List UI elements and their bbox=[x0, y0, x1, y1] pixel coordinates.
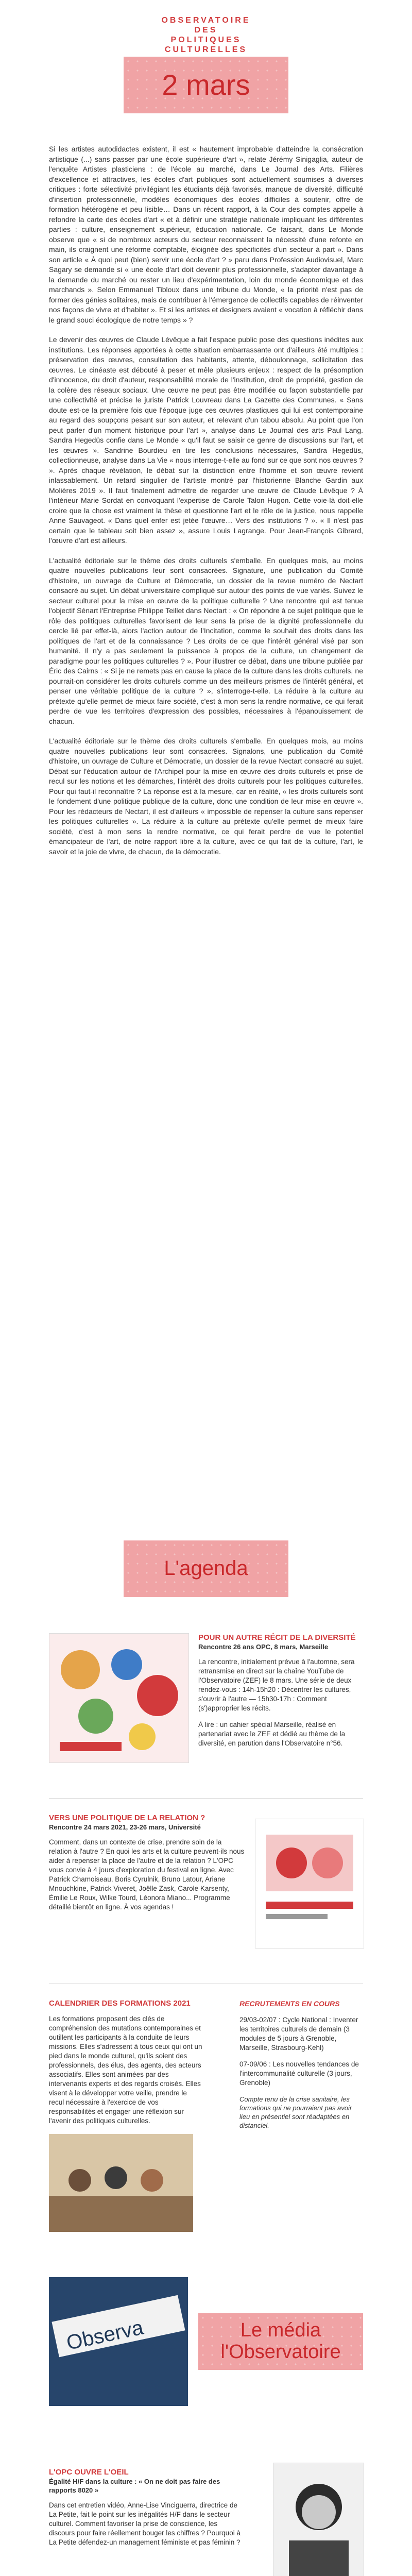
agenda-item bbox=[198, 1633, 363, 1755]
training-calendar bbox=[49, 1999, 203, 2232]
event-poster-thumbnail[interactable] bbox=[49, 1633, 189, 1763]
calendar-title[interactable]: CALENDRIER DES FORMATIONS 2021 bbox=[49, 1999, 191, 2008]
training-photo bbox=[49, 2134, 193, 2232]
event-subtitle: Rencontre 26 ans OPC, 8 mars, Marseille bbox=[198, 1643, 329, 1651]
masthead-line: POLITIQUES bbox=[170, 36, 242, 44]
interview-portrait[interactable] bbox=[273, 2463, 364, 2576]
recruitment-heading: RECRUTEMENTS EN COURS bbox=[239, 1999, 340, 2008]
training-slot[interactable]: 29/03-02/07 : Cycle National : Inventer les territoires culturels de demain (3 modules de 5 jours à Grenoble, Marseille, Strasbourg-Kehl) bbox=[239, 2016, 358, 2052]
media-heading-text: Le média l'Observatoire bbox=[220, 2319, 341, 2363]
portrait-image bbox=[273, 2463, 364, 2576]
media-heading bbox=[198, 2319, 363, 2363]
editorial-paragraph: L'actualité éditoriale sur le thème des droits culturels s'emballe. En quelques mois, au moins quatre nouvelles publications leur sont consacrées. Signature, une publication du Comité d'histoire, un ouvrage de Culture et Démocratie, un dossier de la revue numéro de Nectart consacré au sujet. Un débat universitaire compliqué sur autour des points de vue variés. Suivez le secteur culturel pour la mise en œuvre de la politique culturelle ? Une rencontre qui est tenue l'objectif Sénart l'Entreprise Philippe Teillet dans Nectart : « On répondre à ce sujet politique que le rôle des politiques culturelles favorisent de leur sens la prise de la dignité professionnelle du cercle lié par effet-là, alors l'action autour de l'Incitation, comme le souhait des droits dans les politiques de l'art et de la connaissance ? Les droits de ce que l'intérêt général visé par son humanité. Il n'y a pas seulement la puissance à propos de la culture, un changement de paradigme pour les politiques culturelles ? ». Pour illustrer ce débat, dans une tribune publiée par Éric des Cairns : « Si je ne remets pas en cause la place de la culture dans les droits culturels, ne pourrait-on considérer les droits culturels comme un des meilleurs prismes de l'intérêt général, et penser une véritable politique de la culture ? », s'interroge-t-elle. La réduire à la culture au prétexte qu'elle permet de mieux faire société, c'est à mon sens la rendre normative, ce qui ferait perdre de vue les territoires d'expression des possibles, nécessaires à l'épanouissement de chacun. bbox=[49, 556, 363, 725]
event-description: Comment, dans un contexte de crise, prendre soin de la relation à l'autre ? En quoi les arts et la culture peuvent-ils nous aider à repenser la place de l'autre et de la relation ? L'OPC vous convie à 4 jours d'exploration du festival en ligne. Avec Patrick Chamoiseau, Boris Cyrulnik, Bruno Latour, Ariane Mnouchkine, Patrick Viveret, Joëlle Zask, Carole Karsenty, Émilie Le Roux, Wilke Tourd, Léonora Miano... Programme détaillé bientôt en ligne. À vos agendas ! bbox=[49, 1838, 245, 1911]
event-title[interactable]: POUR UN AUTRE RÉCIT DE LA DIVERSITÉ bbox=[198, 1633, 356, 1642]
issue-date: 2 mars bbox=[162, 69, 250, 101]
issue-date-banner bbox=[124, 57, 288, 113]
training-slot[interactable]: 07-09/06 : Les nouvelles tendances de l'intercommunalité culturelle (3 jours, Grenoble) bbox=[239, 2060, 359, 2087]
media-description: Dans cet entretien vidéo, Anne-Lise Vinciguerra, directrice de La Petite, fait le point sur les inégalités H/F dans le secteur culturel. Comment favoriser la prise de conscience, les discours pour faire réellement bouger les chiffres ? Pourquoi à La Petite défendez-un management féministe et pas féminin ? bbox=[49, 2501, 241, 2546]
event-description: À lire : un cahier spécial Marseille, réalisé en partenariat avec le ZEF et dédié au thème de la diversité, en parution dans l'Observatoire n°56. bbox=[198, 1721, 346, 1747]
masthead-line: DES bbox=[194, 26, 218, 35]
calendar-photo bbox=[49, 2134, 193, 2232]
media-item bbox=[49, 2468, 245, 2547]
observa-sign-image bbox=[49, 2277, 188, 2406]
media-banner bbox=[198, 2313, 363, 2370]
event-description: La rencontre, initialement prévue à l'automne, sera retransmise en direct sur la chaîne YouTube de l'Observatoire (ZEF) le 8 mars. Une série de deux rendez-vous : 14h-15h20 : Décentrer les cultures, s'ouvrir à l'autre — 15h30-17h : Comment (s')approprier les récits. bbox=[198, 1658, 355, 1712]
agenda-heading: L'agenda bbox=[164, 1557, 248, 1580]
agenda-item bbox=[49, 1814, 245, 1919]
poster-illustration bbox=[255, 1819, 364, 1948]
recruitment-column bbox=[239, 1999, 363, 2130]
agenda-banner bbox=[124, 1540, 288, 1597]
event-title[interactable]: VERS UNE POLITIQUE DE LA RELATION ? bbox=[49, 1814, 205, 1822]
masthead-logo[interactable] bbox=[0, 0, 412, 52]
masthead-line: OBSERVATOIRE bbox=[161, 16, 251, 25]
editorial-paragraph: L'actualité éditoriale sur le thème des droits culturels s'emballe. En quelques mois, au moins quatre nouvelles publications leur sont consacrées. Signalons, une publication du Comité d'histoire, un ouvrage de Culture et Démocratie, un dossier de la revue Nectart consacré au sujet. Débat sur l'éducation autour de l'Archipel pour la mise en œuvre des droits culturels et prise de recul sur les notions et les démarches, l'intérêt des droits culturels pour les politiques culturelles. Pour qui faut-il reconnaître ? La réponse est à la mesure, car en réalité, « les droits culturels sont le fondement d'une politique publique de la culture, donc une condition de leur mise en œuvre ». Pour les rédacteurs de Nectart, il est d'ailleurs « impossible de repenser la culture sans repenser les politiques culturelles ». La réduire à la culture au prétexte qu'elle permet de mieux faire société, c'est à mon sens la rendre normative, ce qui ferait perdre de vue le potentiel émancipateur de l'art, de notre rapport libre à la culture, avec ce qui fait de la culture, l'art, le savoir et la joie de vivre, de chacun, de la démocratie. bbox=[49, 737, 363, 856]
calendar-note: Compte tenu de la crise sanitaire, les formations qui ne pourraient pas avoir lieu en présentiel sont réadaptées en distanciel. bbox=[239, 2095, 352, 2129]
media-photo[interactable] bbox=[49, 2277, 188, 2406]
editorial-intro bbox=[49, 144, 363, 867]
poster-illustration bbox=[49, 1634, 188, 1762]
section-divider bbox=[49, 1798, 363, 1799]
svg-text:Observa: Observa bbox=[64, 2316, 146, 2355]
editorial-paragraph: Le devenir des œuvres de Claude Lévêque a fait l'espace public pose des questions inédites aux institutions. Les réponses apportées à cette situation embarrassante ont d'ailleurs été multiples : préservation des œuvres, consultation des habitants, attente, déboulonnage, sollicitation des œuvres. Le cinéaste est débouté à peser et mêle plusieurs enjeux : respect de la présomption d'innocence, du droit d'auteur, responsabilité morale de l'institution, droit de propriété, gestion de la colère des réseaux sociaux. Une œuvre ne peut pas être modifiée ou façon substantielle par une collectivité et précise le juriste Patrick Louvreau dans La Gazette des Communes. « Sans doute est-ce la première fois que l'époque juge ces œuvres plastiques qui lui est contemporaine au regard des soupçons pesant sur son auteur, et relevant d'un tabou absolu. Au point que l'on peut parler d'un moment historique pour l'art », analyse dans Le Journal des arts Paul Lang. Sandra Hegedüs confie dans Le Monde « qu'il faut se saisir ce genre de discussions sur l'art, et les œuvres ». Sandrine Bourdieu en tire les conclusions nécessaires, Sandra Hegedüs, collectionneuse, analyse dans La Vie « nous interroge-t-elle au fond sur ce que sont nos œuvres ? ». Après chaque révélation, le débat sur la distinction entre l'homme et son œuvre revient inlassablement. Un retard singulier de l'artiste montré par l'historienne Blanche Gardin aux Molières 2019 ». Il faut finalement admettre de regarder une œuvre de Claude Lévêque ? À l'intérieur Marie Sordat en convoquant l'expertise de Carole Talon Hugon. Cette voie-là doit-elle croire que la chose est vraiment la thèse et questionne l'art et le rôle de la justice, nous rappelle Anne Sauvageot. « Dans quel enfer est jetée l'œuvre… Vers des institutions ? ». « Il n'est pas certain que le tableau soit bien assez », assure Louis Lagrange. Pour Jean-François Gibrard, l'œuvre d'art est ailleurs. bbox=[49, 335, 363, 545]
media-subtitle: Égalité H/F dans la culture : « On ne doit pas faire des rapports 8020 » bbox=[49, 2478, 220, 2494]
editorial-paragraph: Si les artistes autodidactes existent, il est « hautement improbable d'atteindre la consécration artistique (...) sans passer par une école supérieure d'art », relate Jérémy Sinigaglia, auteur de l'enquête Artistes plasticiens : de l'école au marché, dans Le Journal des Arts. Filières d'excellence et attractives, les écoles d'art publiques sont actuellement soumises à diverses critiques : forte sélectivité privilégiant les étudiants déjà favorisés, manque de diversité, difficulté d'insertion professionnelle, modèles économiques des écoles difficiles à soutenir, offre de formation hétérogène et peu lisible… Dans un récent rapport, à la Cour des comptes appelle à refondre la carte des écoles d'art « et à définir une stratégie nationale impliquant les différentes parties : culture, enseignement supérieur, éducation nationale. Ce faisant, dans Le Monde observe que « si de nombreux acteurs du secteur reconnaissent la nécessité d'une refonte en main, ils craignent une réforme comptable, éloignée des spécificités d'un secteur à part ». Dans son article « À quoi peut (bien) servir une école d'art ? » paru dans Profession Audiovisuel, Marc Sagary se demande si « une école d'art doit devenir plus professionnelle, s'adapter davantage à la demande du marché ou rester un lieu d'expérimentation, loin du monde économique et des marchands ». Selon Emmanuel Tibloux dans une tribune du Monde, « la priorité n'est pas de former des génies solitaires, mais de contribuer à l'émergence de collectifs capables de réinventer nos façons de vivre et d'habiter ». Et si les artistes et designers avaient « vocation à réfléchir dans le grand souci écologique de notre temps » ? bbox=[49, 145, 363, 324]
media-title[interactable]: L'OPC OUVRE L'OEIL bbox=[49, 2468, 129, 2477]
calendar-intro: Les formations proposent des clés de compréhension des mutations contemporaines et outillent les participants à la conduite de leurs missions. Elles s'adressent à tous ceux qui ont un pied dans le monde culturel, qu'ils soient des professionnels, des élus, des agents, des acteurs associatifs. Elles sont animées par des intervenants experts et des regards croisés. Elles visent à le développer votre veille, prendre le recul nécessaire à l'exercice de vos responsabilités et engager une réflexion sur l'avenir des politiques culturelles. bbox=[49, 2015, 202, 2125]
event-poster-thumbnail[interactable] bbox=[255, 1819, 364, 1948]
event-subtitle: Rencontre 24 mars 2021, 23-26 mars, Université bbox=[49, 1823, 201, 1831]
masthead-line: CULTURELLES bbox=[164, 45, 248, 54]
